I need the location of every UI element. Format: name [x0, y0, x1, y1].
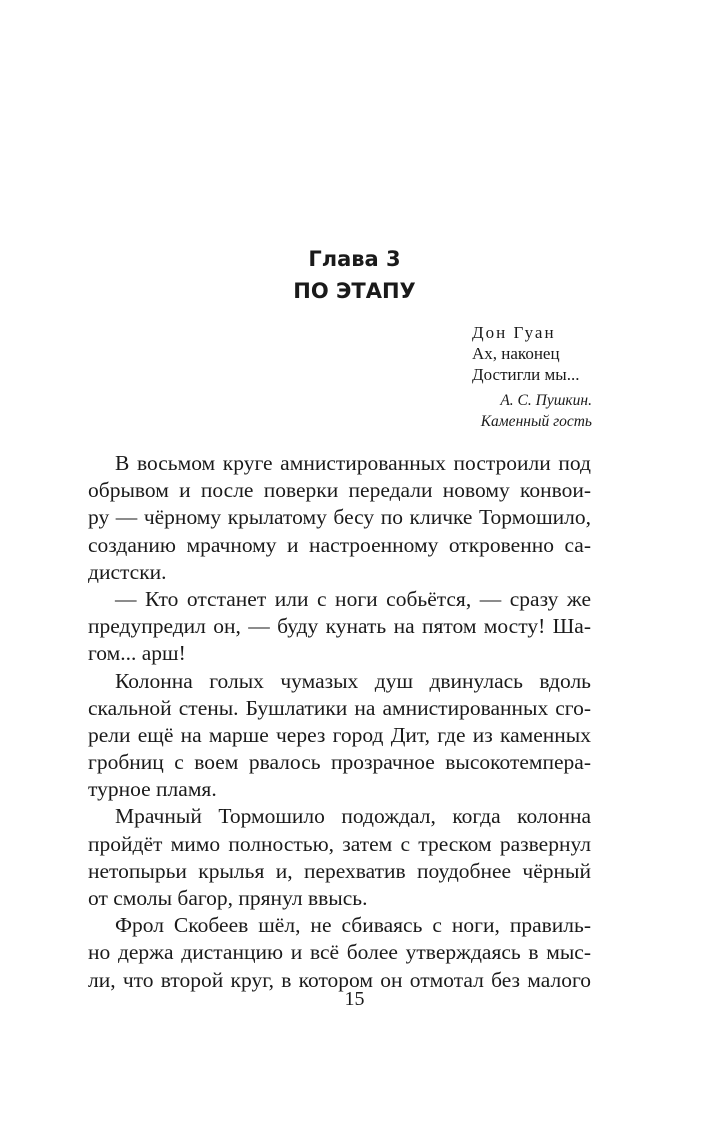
epigraph-line: Ах, наконец — [472, 344, 560, 363]
text-line: Колонна голых чумазых душ двинулась вдоль — [115, 668, 591, 693]
text-line: пройдёт мимо полностью, затем с треском развернул — [88, 831, 591, 856]
chapter-number: Глава 3 — [308, 247, 401, 271]
epigraph-attribution — [481, 390, 592, 432]
body-text — [88, 450, 591, 994]
paragraph — [88, 803, 591, 912]
text-line: гробниц с воем рвалось прозрачное высокотемпера- — [88, 750, 591, 775]
epigraph-speaker: Дон Гуан — [472, 323, 556, 342]
paragraph — [88, 450, 591, 586]
text-line: скальной стены. Бушлатики на амнистированных сго- — [88, 695, 591, 720]
text-line: гом... арш! — [88, 641, 186, 666]
page-number: 15 — [344, 988, 365, 1010]
text-line: турное пламя. — [88, 777, 217, 802]
paragraph — [88, 912, 591, 994]
text-line: — Кто отстанет или с ноги собьётся, — сразу же — [115, 586, 591, 611]
text-line: В восьмом круге амнистированных построили под — [115, 451, 591, 475]
attribution-work: Каменный гость — [480, 413, 592, 430]
epigraph-line: Достигли мы... — [472, 365, 580, 384]
chapter-title: ПО ЭТАПУ — [293, 279, 416, 303]
epigraph — [472, 322, 672, 385]
text-line: Фрол Скобеев шёл, не сбиваясь с ноги, правиль- — [115, 913, 591, 938]
text-line: ру — чёрному крылатому бесу по кличке Тормошило, — [88, 505, 591, 530]
text-line: но держа дистанцию и всё более утверждаясь в мыс- — [88, 940, 591, 965]
paragraph — [88, 668, 591, 804]
paragraph — [88, 586, 591, 668]
text-line: обрывом и после поверки передали новому конвои- — [88, 478, 591, 503]
text-line: предупредил он, — буду кунать на пятом мосту! Ша- — [88, 614, 591, 639]
text-line: Мрачный Тормошило подождал, когда колонна — [115, 804, 591, 829]
text-line: нетопырьи крылья и, перехватив поудобнее чёрный — [88, 858, 591, 883]
text-line: созданию мрачному и настроенному откровенно са- — [88, 532, 591, 557]
text-line: ли, что второй круг, в котором он отмотал без малого — [88, 967, 591, 992]
text-line: дистски. — [88, 559, 167, 584]
text-line: от смолы багор, прянул ввысь. — [88, 886, 368, 910]
text-line: рели ещё на марше через город Дит, где из каменных — [88, 722, 591, 747]
attribution-author: А. С. Пушкин. — [500, 392, 592, 409]
